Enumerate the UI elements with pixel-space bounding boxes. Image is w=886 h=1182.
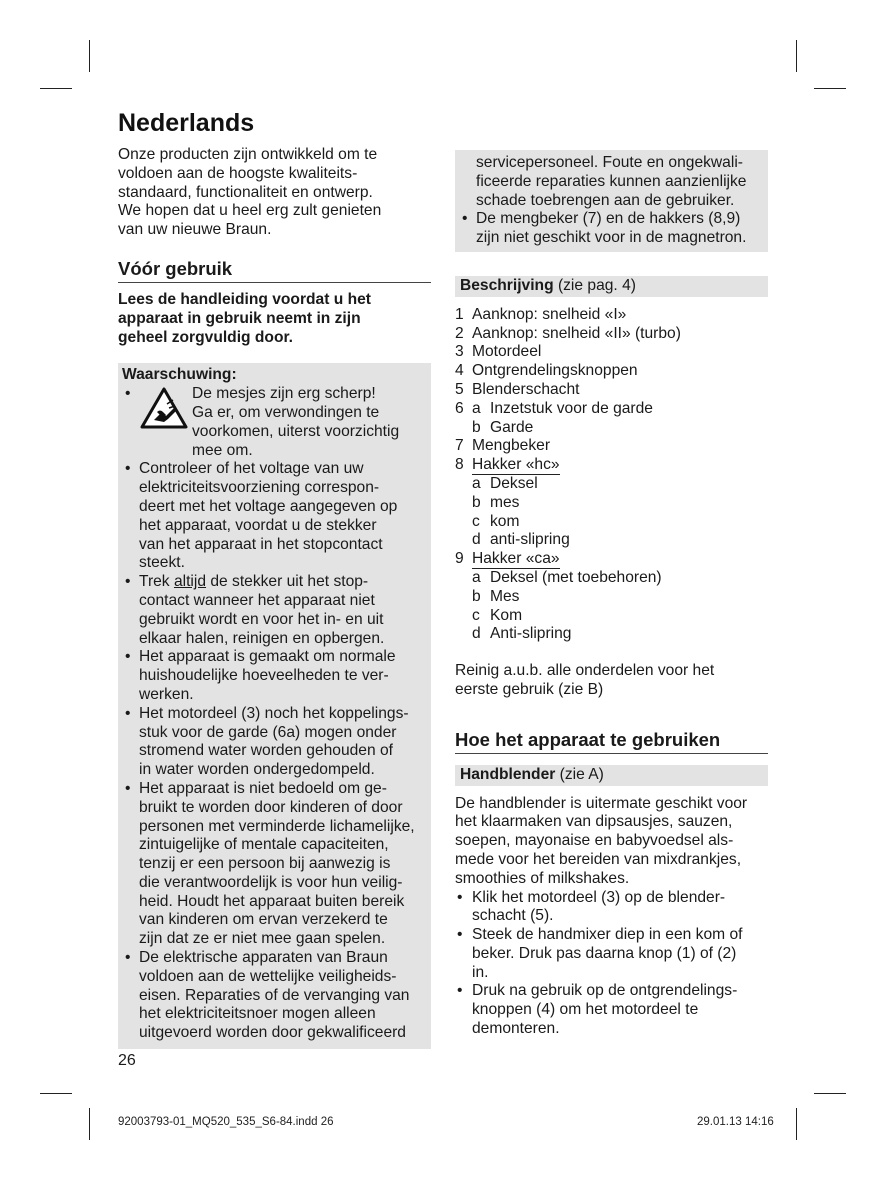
warning-line: het apparaat, voordat u de stekker	[139, 516, 377, 534]
warning-line: die verantwoordelijk is voor hun veilig-	[139, 873, 403, 891]
warning-line: bruikt te worden door kinderen of door	[139, 798, 403, 816]
crop-mark	[814, 1093, 846, 1094]
part-number	[455, 588, 472, 607]
bullet-dot: •	[462, 210, 468, 228]
part-subletter: d	[472, 531, 481, 549]
warning-line: Trek altijd de stekker uit het stop-	[139, 573, 369, 591]
part-label: anti-slipring	[490, 531, 570, 549]
handblender-line: smoothies of milkshakes.	[455, 869, 630, 887]
warning-bullet	[122, 573, 427, 648]
continued-line: ficeerde reparaties kunnen aanzienlijke	[476, 172, 747, 190]
warning-line: uitgevoerd worden door gekwalificeerd	[139, 1024, 406, 1042]
warning-first-item	[122, 385, 427, 460]
parts-list-item	[455, 569, 768, 588]
bullet-dot: •	[457, 888, 463, 906]
parts-list-item	[455, 400, 768, 419]
part-number: 5	[455, 380, 464, 398]
part-number: 1	[455, 305, 464, 323]
intro-line: van uw nieuwe Braun.	[118, 221, 272, 239]
warning-line: huishoudelijke hoeveelheden te ver-	[139, 667, 389, 685]
instruction-line: beker. Druk pas daarna knop (1) of (2)	[472, 944, 737, 962]
bullet-dot: •	[125, 460, 131, 478]
part-number	[455, 475, 472, 494]
warning-line: van kinderen om ervan verzekerd te	[139, 911, 388, 929]
cleaning-line: eerste gebruik (zie B)	[455, 680, 604, 698]
bullet-dot: •	[125, 648, 131, 666]
part-label: Mes	[490, 587, 520, 605]
part-subletter: a	[472, 568, 481, 586]
part-number	[455, 569, 472, 588]
parts-list-item	[455, 550, 768, 569]
part-label: Hakker «hc»	[472, 456, 560, 474]
warning-box	[118, 363, 431, 1049]
warning-line: heid. Houdt het apparaat buiten bereik	[139, 892, 405, 910]
warning-line: gebruikt wordt en voor het in- en uit	[139, 610, 384, 628]
crop-mark	[40, 88, 72, 89]
instruction-bullet	[455, 889, 768, 927]
warning-line: Het motordeel (3) noch het koppelings-	[139, 704, 409, 722]
warning-line: tenzij er een persoon bij aanwezig is	[139, 855, 391, 873]
parts-list-item	[455, 343, 768, 362]
warning-line: stromend water worden gehouden of	[139, 742, 393, 760]
warning-line: Het apparaat is gemaakt om normale	[139, 648, 396, 666]
crop-mark	[89, 40, 90, 72]
warning-line: het elektriciteitsnoer mogen alleen	[139, 1005, 376, 1023]
instruction-line: Druk na gebruik op de ontgrendelings-	[472, 982, 738, 1000]
parts-list-item	[455, 362, 768, 381]
part-number: 4	[455, 362, 464, 380]
part-label: Anti-slipring	[490, 625, 572, 643]
instruction-line: demonteren.	[472, 1020, 560, 1038]
part-number	[455, 531, 472, 550]
cleaning-note	[455, 662, 768, 700]
warning-line: personen met verminderde lichamelijke,	[139, 817, 415, 835]
parts-list-item	[455, 494, 768, 513]
part-subletter: a	[472, 474, 481, 492]
page-title: Nederlands	[118, 109, 255, 137]
part-number	[455, 625, 472, 644]
parts-list-item	[455, 306, 768, 325]
footer-file-info: 92003793-01_MQ520_535_S6-84.indd 26	[118, 1116, 334, 1128]
warning-line: in water worden ondergedompeld.	[139, 761, 375, 779]
handblender-title: Handblender	[460, 765, 556, 783]
warning-line: Het apparaat is niet bedoeld om ge-	[139, 779, 387, 797]
warning-line: voorkomen, uiterst voorzichtig	[192, 422, 400, 440]
part-number: 2	[455, 324, 464, 342]
section-title-before-use: Vóór gebruik	[118, 258, 431, 283]
warning-line: zintuigelijke of mentale capaciteiten,	[139, 836, 389, 854]
lead-line: Lees de handleiding voordat u het	[118, 290, 371, 308]
part-subletter: c	[472, 512, 480, 530]
parts-list	[455, 306, 768, 644]
intro-line: We hopen dat u heel erg zult genieten	[118, 202, 382, 220]
warning-line: van het apparaat in het stopcontact	[139, 535, 383, 553]
part-number	[455, 494, 472, 513]
intro-line: Onze producten zijn ontwikkeld om te	[118, 146, 378, 163]
warning-line: eisen. Reparaties of de vervanging van	[139, 986, 410, 1004]
warning-line: De mengbeker (7) en de hakkers (8,9)	[476, 210, 741, 228]
part-subletter: b	[472, 418, 481, 436]
warning-line: voldoen aan de wettelijke veiligheids-	[139, 967, 397, 985]
parts-list-item	[455, 437, 768, 456]
lead-paragraph	[118, 291, 431, 347]
description-header	[455, 276, 768, 297]
warning-line: zijn niet geschikt voor in de magnetron.	[476, 229, 747, 247]
part-number	[455, 419, 472, 438]
handblender-header	[455, 765, 768, 786]
emphasis-word: altijd	[173, 573, 207, 591]
part-label: kom	[490, 512, 520, 530]
part-number	[455, 513, 472, 532]
warning-bullet	[122, 949, 427, 1043]
part-label: Ontgrendelingsknoppen	[472, 362, 638, 380]
part-label: Garde	[490, 418, 534, 436]
left-column	[118, 146, 431, 1049]
instruction-bullet	[455, 982, 768, 1038]
part-subletter: d	[472, 625, 481, 643]
warning-line: stuk voor de garde (6a) mogen onder	[139, 723, 397, 741]
part-label: Blenderschacht	[472, 380, 580, 398]
part-label: Hakker «ca»	[472, 550, 560, 568]
part-label: Deksel (met toebehoren)	[490, 568, 662, 586]
instruction-line: knoppen (4) om het motordeel te	[472, 1001, 699, 1019]
warning-line: contact wanneer het apparaat niet	[139, 591, 375, 609]
instruction-line: schacht (5).	[472, 907, 554, 925]
right-column	[455, 150, 768, 1039]
page-number: 26	[118, 1052, 136, 1069]
bullet-dot: •	[125, 385, 131, 403]
crop-mark	[796, 1108, 797, 1140]
description-title: Beschrijving	[460, 276, 554, 294]
warning-line: elkaar halen, reinigen en opbergen.	[139, 629, 385, 647]
handblender-reference: (zie A)	[559, 765, 604, 783]
parts-list-item	[455, 513, 768, 532]
instruction-line: in.	[472, 963, 489, 981]
continued-text	[459, 154, 764, 210]
warning-line: mee om.	[192, 441, 253, 459]
intro-line: standaard, functionaliteit en ontwerp.	[118, 183, 373, 201]
crop-mark	[814, 88, 846, 89]
part-label: Inzetstuk voor de garde	[490, 399, 653, 417]
bullet-dot: •	[125, 704, 131, 722]
warning-line: De mesjes zijn erg scherp!	[192, 385, 376, 403]
lead-line: apparaat in gebruik neemt in zijn	[118, 309, 361, 327]
parts-list-item	[455, 475, 768, 494]
warning-line: Controleer of het voltage van uw	[139, 460, 364, 478]
warning-line: deert met het voltage aangegeven op	[139, 497, 398, 515]
footer-date: 29.01.13 14:16	[697, 1116, 774, 1128]
part-number: 6	[455, 399, 464, 417]
section-title-how-to-use: Hoe het apparaat te gebruiken	[455, 729, 768, 754]
warning-bullet	[122, 780, 427, 949]
instruction-line: Klik het motordeel (3) op de blender-	[472, 888, 726, 906]
handblender-line: soepen, mayonaise en babyvoedsel als-	[455, 832, 734, 850]
warning-line: Ga er, om verwondingen te	[192, 403, 380, 421]
continued-line: schade toebrengen aan de gebruiker.	[476, 191, 735, 209]
part-number	[455, 607, 472, 626]
intro-paragraph	[118, 146, 431, 240]
warning-title: Waarschuwing:	[122, 366, 237, 384]
bullet-dot: •	[125, 779, 131, 797]
part-label: Aanknop: snelheid «II» (turbo)	[472, 324, 681, 342]
parts-list-item	[455, 456, 768, 475]
part-subletter: c	[472, 606, 480, 624]
parts-list-item	[455, 381, 768, 400]
part-label: Motordeel	[472, 343, 542, 361]
crop-mark	[796, 40, 797, 72]
warning-line: De elektrische apparaten van Braun	[139, 949, 388, 967]
lead-line: geheel zorgvuldig door.	[118, 328, 294, 346]
part-number: 7	[455, 437, 464, 455]
intro-line: voldoen aan de hoogste kwaliteits-	[118, 164, 358, 182]
part-number: 9	[455, 550, 464, 568]
sharp-blade-warning-icon	[140, 387, 188, 429]
warning-bullet	[459, 210, 764, 248]
crop-mark	[89, 1108, 90, 1140]
bullet-dot: •	[457, 926, 463, 944]
warning-bullet	[122, 705, 427, 780]
parts-list-item	[455, 325, 768, 344]
instruction-line: Steek de handmixer diep in een kom of	[472, 926, 743, 944]
part-number: 3	[455, 343, 464, 361]
warning-line: steekt.	[139, 554, 185, 572]
handblender-line: De handblender is uitermate geschikt voor	[455, 794, 748, 812]
bullet-dot: •	[125, 573, 131, 591]
part-label: mes	[490, 493, 520, 511]
crop-mark	[40, 1093, 72, 1094]
handblender-line: het klaarmaken van dipsausjes, sauzen,	[455, 813, 733, 831]
bullet-dot: •	[125, 949, 131, 967]
instruction-bullet	[455, 926, 768, 982]
handblender-line: mede voor het bereiden van mixdrankjes,	[455, 850, 742, 868]
warning-bullet	[122, 648, 427, 704]
parts-list-item	[455, 419, 768, 438]
part-number: 8	[455, 456, 464, 474]
description-reference: (zie pag. 4)	[557, 276, 636, 294]
parts-list-item	[455, 625, 768, 644]
cleaning-line: Reinig a.u.b. alle onderdelen voor het	[455, 662, 715, 680]
bullet-dot: •	[457, 982, 463, 1000]
part-subletter: a	[472, 399, 481, 417]
part-subletter: b	[472, 493, 481, 511]
parts-list-item	[455, 531, 768, 550]
part-label: Mengbeker	[472, 437, 551, 455]
warning-bullet	[122, 460, 427, 573]
parts-list-item	[455, 607, 768, 626]
parts-list-item	[455, 588, 768, 607]
warning-box-continued	[455, 150, 768, 252]
warning-line: elektriciteitsvoorziening correspon-	[139, 479, 380, 497]
part-label: Deksel	[490, 474, 538, 492]
part-subletter: b	[472, 587, 481, 605]
part-label: Kom	[490, 606, 523, 624]
warning-line: zijn dat ze er niet mee gaan spelen.	[139, 930, 386, 948]
continued-line: servicepersoneel. Foute en ongekwali-	[476, 154, 743, 171]
warning-line: werken.	[139, 685, 194, 703]
part-label: Aanknop: snelheid «I»	[472, 305, 627, 323]
handblender-intro	[455, 795, 768, 889]
